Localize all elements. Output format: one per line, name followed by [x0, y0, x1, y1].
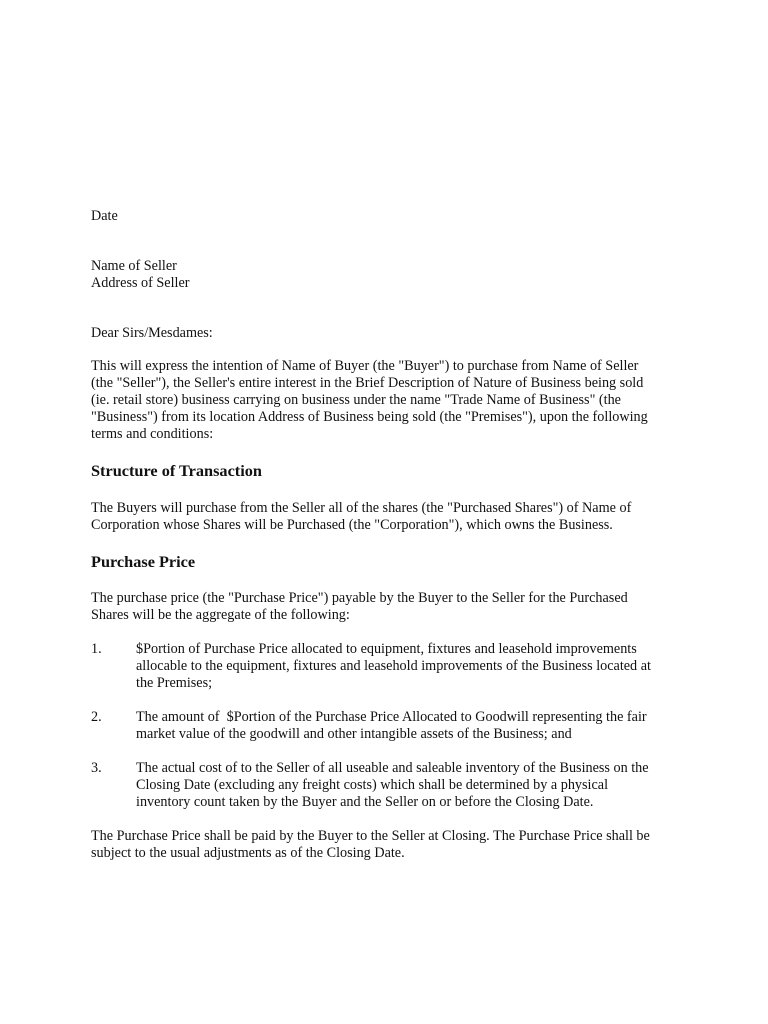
structure-line: Corporation whose Shares will be Purchased (the "Corporation"), which owns the Business. [91, 517, 613, 533]
intro-line: "Business") from its location Address of Business being sold (the "Premises"), upon the following [91, 409, 648, 425]
price-closing-paragraph [91, 828, 691, 862]
letter-body [91, 208, 691, 862]
price-intro-line: The purchase price (the "Purchase Price") payable by the Buyer to the Seller for the Purchased [91, 590, 628, 606]
salutation-text: Dear Sirs/Mesdames: [91, 325, 213, 341]
list-item [91, 709, 691, 743]
price-closing-line: subject to the usual adjustments as of the Closing Date. [91, 845, 405, 861]
price-closing-line: The Purchase Price shall be paid by the Buyer to the Seller at Closing. The Purchase Price shall be [91, 828, 650, 844]
section-heading-structure: Structure of Transaction [91, 461, 262, 480]
intro-paragraph [91, 358, 691, 443]
structure-paragraph [91, 500, 691, 534]
list-item [91, 641, 691, 692]
list-item-number: 2. [91, 709, 102, 725]
intro-line: terms and conditions: [91, 426, 214, 442]
section-heading-purchase-price: Purchase Price [91, 552, 196, 571]
price-intro-line: Shares will be the aggregate of the following: [91, 607, 350, 623]
list-item-line: inventory count taken by the Buyer and the Seller on or before the Closing Date. [136, 794, 594, 810]
price-intro-paragraph [91, 590, 691, 624]
list-item-line: $Portion of Purchase Price allocated to equipment, fixtures and leasehold improvements [136, 641, 637, 657]
price-items-list [91, 641, 691, 811]
recipient-name: Name of Seller [91, 258, 177, 274]
list-item-line: the Premises; [136, 675, 213, 691]
list-item-line: market value of the goodwill and other intangible assets of the Business; and [136, 726, 572, 742]
list-item-number: 3. [91, 760, 102, 776]
structure-line: The Buyers will purchase from the Seller all of the shares (the "Purchased Shares") of Name of [91, 500, 632, 516]
intro-line: (the "Seller"), the Seller's entire interest in the Brief Description of Nature of Business being sold [91, 375, 644, 391]
list-item-line: The actual cost of to the Seller of all useable and saleable inventory of the Business on the [136, 760, 649, 776]
list-item-line: Closing Date (excluding any freight costs) which shall be determined by a physical [136, 777, 609, 793]
intro-line: (ie. retail store) business carrying on business under the name "Trade Name of Business" (the [91, 392, 621, 408]
list-item-line: allocable to the equipment, fixtures and leasehold improvements of the Business located at [136, 658, 651, 674]
date-text: Date [91, 208, 118, 224]
intro-line: This will express the intention of Name of Buyer (the "Buyer") to purchase from Name of Seller [91, 358, 639, 374]
list-item-number: 1. [91, 641, 102, 657]
letter-date [91, 208, 691, 225]
list-item [91, 760, 691, 811]
salutation [91, 325, 691, 342]
recipient-block [91, 258, 691, 292]
list-item-line: The amount of $Portion of the Purchase Price Allocated to Goodwill representing the fair [136, 709, 647, 725]
recipient-address: Address of Seller [91, 275, 190, 291]
